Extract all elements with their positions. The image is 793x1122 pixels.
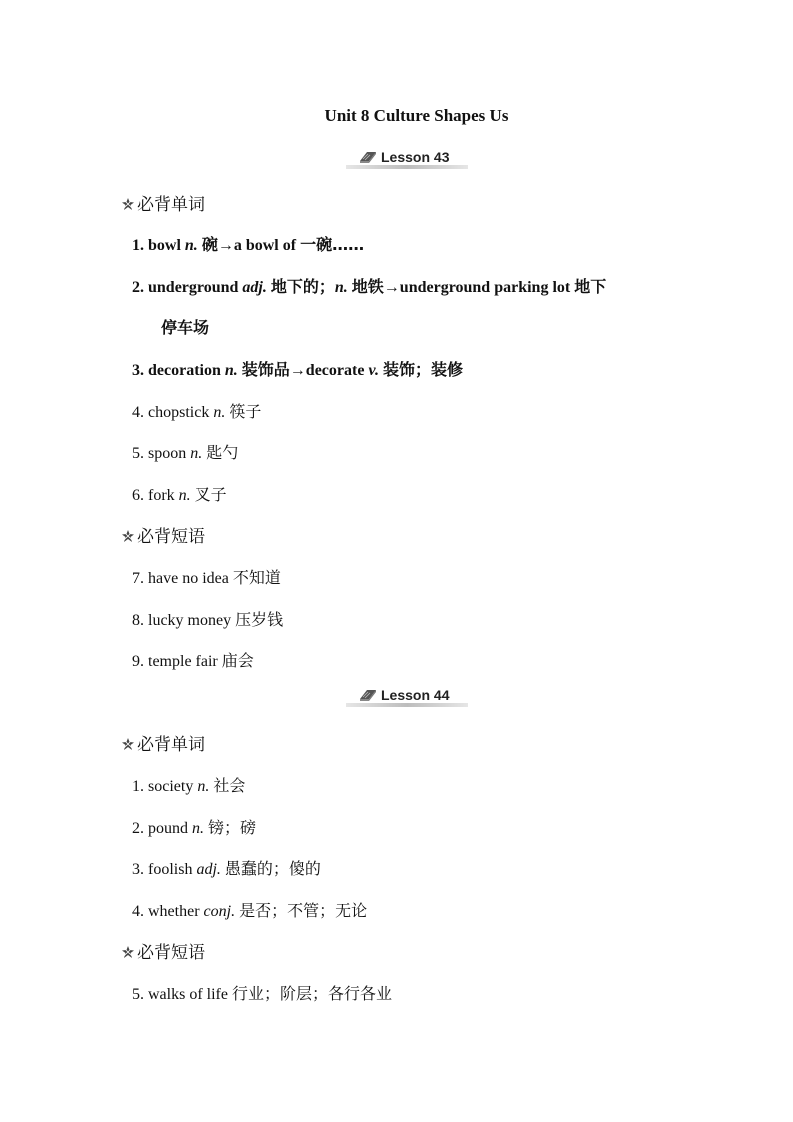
- star-mark-icon: [121, 737, 135, 751]
- list-item: 8. lucky money 压岁钱: [132, 610, 284, 629]
- list-item: 2. pound n. 镑；磅: [132, 818, 257, 837]
- list-item: 1. bowl n. 碗→a bowl of 一碗……: [132, 235, 365, 254]
- arrow-icon: →: [217, 237, 234, 254]
- list-item: 5. walks of life 行业；阶层；各行各业: [132, 984, 392, 1003]
- list-item: 6. fork n. 叉子: [132, 485, 227, 504]
- lesson-banner-43: [346, 148, 468, 170]
- section-heading-phrases: 必背短语: [121, 522, 205, 547]
- list-item: 4. chopstick n. 筷子: [132, 402, 262, 421]
- section-heading-words: 必背单词: [121, 730, 205, 755]
- list-item-continuation: 停车场: [161, 318, 210, 337]
- list-item: 7. have no idea 不知道: [132, 568, 281, 587]
- star-mark-icon: [121, 529, 135, 543]
- list-item: 3. decoration n. 装饰品→decorate v. 装饰；装修: [132, 360, 463, 379]
- lesson-banner-44: [346, 686, 468, 708]
- list-item: 1. society n. 社会: [132, 776, 246, 795]
- banner-bar: [346, 703, 468, 707]
- arrow-icon: →: [289, 362, 306, 379]
- section-heading-words: 必背单词: [121, 190, 205, 215]
- list-item: 3. foolish adj. 愚蠢的；傻的: [132, 859, 321, 878]
- page-title: Unit 8 Culture Shapes Us: [324, 106, 509, 125]
- section-heading-phrases: 必背短语: [121, 938, 205, 963]
- list-item: 9. temple fair 庙会: [132, 651, 254, 670]
- book-icon: [358, 149, 378, 165]
- lesson-label: Lesson 44: [381, 687, 450, 703]
- lesson-label: Lesson 43: [381, 149, 450, 165]
- star-mark-icon: [121, 197, 135, 211]
- arrow-icon: →: [383, 279, 400, 296]
- list-item: 5. spoon n. 匙勺: [132, 443, 239, 462]
- book-icon: [358, 687, 378, 703]
- banner-bar: [346, 165, 468, 169]
- list-item: 2. underground adj. 地下的；n. 地铁→underground parking lot 地下: [132, 277, 607, 296]
- star-mark-icon: [121, 945, 135, 959]
- list-item: 4. whether conj. 是否；不管；无论: [132, 901, 368, 920]
